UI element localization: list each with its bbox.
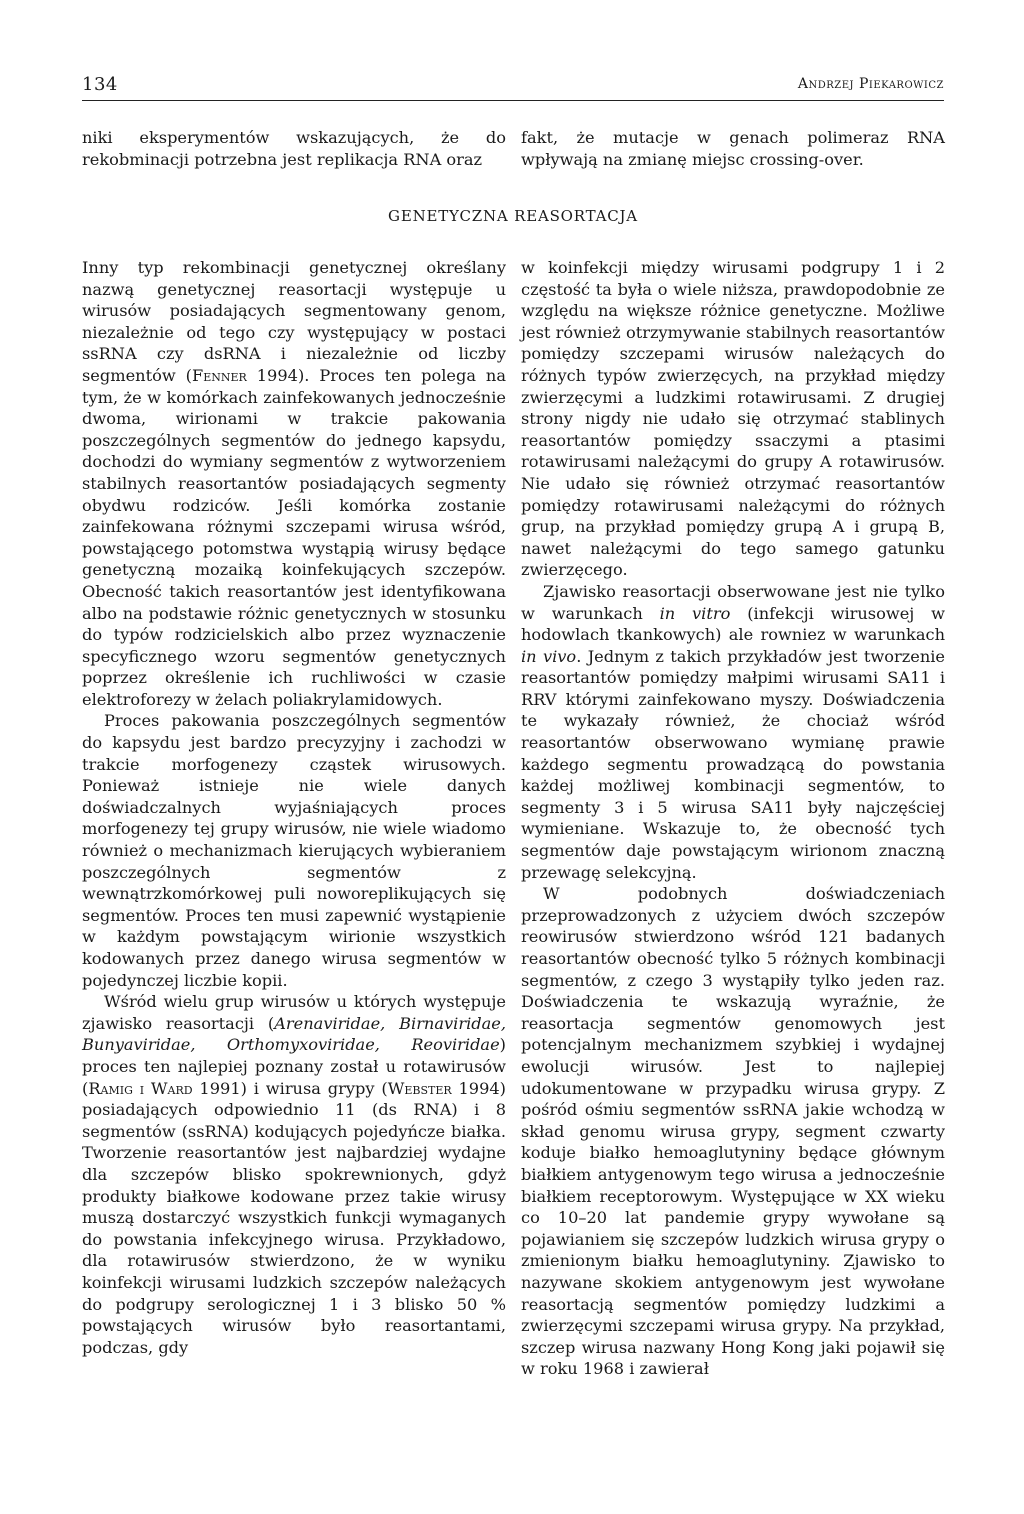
paragraph bbox=[82, 257, 506, 710]
section-title: GENETYCZNA REASORTACJA bbox=[388, 207, 638, 225]
citation: Ramig i Ward bbox=[88, 1078, 193, 1098]
page-header bbox=[82, 74, 944, 101]
running-head-author: Andrzej Piekarowicz bbox=[797, 76, 944, 92]
paragraph: Proces pakowania poszczególnych segmentów do kapsydu jest bardzo precyzyjny i zachodzi w trakcie morfogenezy cząstek wirusowych. Ponieważ istnieje nie wiele danych doświadczalnych wyjaśniających proces morfogenezy tej grupy wirusów, nie wiele wiadomo również o mechanizmach kierujących wybieraniem poszczególnych segmentów z wewnątrzkomórkowej puli noworeplikujących się segmentów. Proces ten musi zapewnić wystąpienie w każdym powstającym wirionie wszystkich kodowanych przez danego wirusa segmentów w pojedynczej liczbie kopii. bbox=[82, 711, 506, 990]
text-run: ) proces ten najlepiej poznany został u rotawirusów ( bbox=[82, 1035, 506, 1098]
text-run: . Jednym z takich przykładów jest tworzenie reasortantów pomiędzy małpimi wirusami SA11 i RRV którymi zainfekowano myszy. Doświadczenia te wykazały również, że chociaż wśród reasortantów obserwowano wymianę prawie każdego segmentu prowadzącą do powstania każdej możliwej kombinacji segmentów, to segmenty 3 i 5 wirusa SA11 były najczęściej wymieniane. Wskazuje to, że obecność tych segmentów daje powstającym wirionom znaczną przewagę selekcyjną. bbox=[521, 646, 945, 882]
paragraph: w koinfekcji między wirusami podgrupy 1 i 2 częstość ta była o wiele niższa, prawdopodobnie ze względu na większe różnice genetyczne. Możliwe jest również otrzymywanie stabilnych reasortantów pomiędzy szczepami wirusów należących do różnych typów zwierzęcych, na przykład między zwierzęcymi a ludzkimi rotawirusami. Z drugiej strony nigdy nie udało się otrzymać stablinych reasortantów pomiędzy ssaczymi a ptasimi rotawirusami należącymi do grupy A rotawirusów. Nie udało się również otrzymać reasortantów pomiędzy rotawirusami należącymi do różnych grup, na przykład pomiędzy grupą A i grupą B, nawet należącymi do tego samego gatunku zwierzęcego. bbox=[521, 258, 945, 580]
text-run: 1994) posiadających odpowiednio 11 (ds RNA) i 8 segmentów (ssRNA) kodujących pojedyńcze białka. Tworzenie reasortantów jest najbardziej wydajne dla szczepów blisko spokrewnionych, gdyż produkty białkowe kodowane przez takie wirusy muszą dostarczyć wszystkich funkcji wymaganych do powstania infekcyjnego wirusa. Przykładowo, dla rotawirusów stwierdzono, że w wyniku koinfekcji wirusami ludzkich szczepów należących do podgrupy serologicznej 1 i 3 blisko 50 % powstających wirusów było reasortantami, podczas, gdy bbox=[82, 1078, 506, 1357]
right-column bbox=[521, 257, 945, 1380]
italic-term: in vivo bbox=[521, 646, 577, 666]
text-run: Inny typ rekombinacji genetycznej określany nazwą genetycznej reasortacji występuje u wirusów posiadających segmentowany genom, niezależnie od tego czy występujący w postaci ssRNA czy dsRNA i niezależnie od liczby segmentów ( bbox=[82, 258, 506, 385]
virus-families: Arenaviridae, Birnaviridae, Bunyaviridae, Orthomyxoviridae, Reoviridae bbox=[82, 1013, 506, 1055]
page-number: 134 bbox=[82, 74, 118, 95]
text-run: (infekcji wirusowej w hodowlach tkankowych) ale rowniez w warunkach bbox=[521, 603, 946, 645]
paragraph bbox=[82, 991, 506, 1358]
paragraph bbox=[521, 581, 945, 883]
top-right-fragment bbox=[521, 127, 945, 173]
left-column bbox=[82, 257, 506, 1358]
top-left-fragment bbox=[82, 127, 506, 173]
text-run: Wśród wielu grup wirusów u których występuje zjawisko reasortacji ( bbox=[82, 992, 506, 1033]
text-run: 1991) i wirusa grypy ( bbox=[192, 1078, 388, 1098]
top-left-text: niki eksperymentów wskazujących, że do rekobminacji potrzebna jest replikacja RNA oraz bbox=[82, 128, 506, 169]
text-run: Zjawisko reasortacji obserwowane jest nie tylko w warunkach bbox=[521, 581, 945, 623]
citation: Fenner bbox=[191, 365, 247, 385]
italic-term: in vitro bbox=[659, 603, 731, 623]
citation: Webster bbox=[387, 1078, 452, 1098]
text-run: 1994). Proces ten polega na tym, że w komórkach zainfekowanych jednocześnie dwoma, wirionami w trakcie pakowania poszczególnych segmentów do jednego kapsydu, dochodzi do wymiany segmentów z wytworzeniem stabilnych reasortantów posiadających segmenty obydwu rodziców. Jeśli komórka zostanie zainfekowana różnymi szczepami wirusa wśród, powstającego potomstwa wystąpią wirusy będące genetyczną mozaiką koinfekujących szczepów. Obecność takich reasortantów jest identyfikowana albo na podstawie różnic genetycznych w stosunku do typów rodzicielskich albo przez wyznaczenie specyficznego wzoru segmentów genetycznych poprzez określenie ich ruchliwości w czasie elektroforezy w żelach poliakrylamidowych. bbox=[82, 365, 507, 709]
top-right-text: fakt, że mutacje w genach polimeraz RNA wpływają na zmianę miejsc crossing-over. bbox=[521, 128, 945, 169]
paragraph: W podobnych doświadczeniach przeprowadzonych z użyciem dwóch szczepów reowirusów stwierdzono wśród 121 badanych reasortantów obecność tylko 5 różnych kombinacji segmentów, z czego 3 wystąpiły tylko jeden raz. Doświadczenia te wskazują wyraźnie, że reasortacja segmentów genomowych jest potencjalnym mechanizmem szybkiej i wydajnej ewolucji wirusów. Jest to najlepiej udokumentowane w przypadku wirusa grypy. Z pośród ośmiu segmentów ssRNA jakie wchodzą w skład genomu wirusa grypy, segment czwarty koduje białko hemoaglutyniny będące głównym białkiem antygenowym tego wirusa a jednocześnie białkiem receptorowym. Występujące w XX wieku co 10–20 lat pandemie grypy wywołane są pojawianiem się szczepów ludzkich wirusa grypy o zmienionym białku hemoaglutyniny. Zjawisko to nazywane skokiem antygenowym jest wywołane reasortacją segmentów pomiędzy ludzkimi a zwierzęcymi szczepami wirusa grypy. Na przykład, szczep wirusa nazwany Hong Kong jaki pojawił się w roku 1968 i zawierał bbox=[521, 884, 945, 1379]
